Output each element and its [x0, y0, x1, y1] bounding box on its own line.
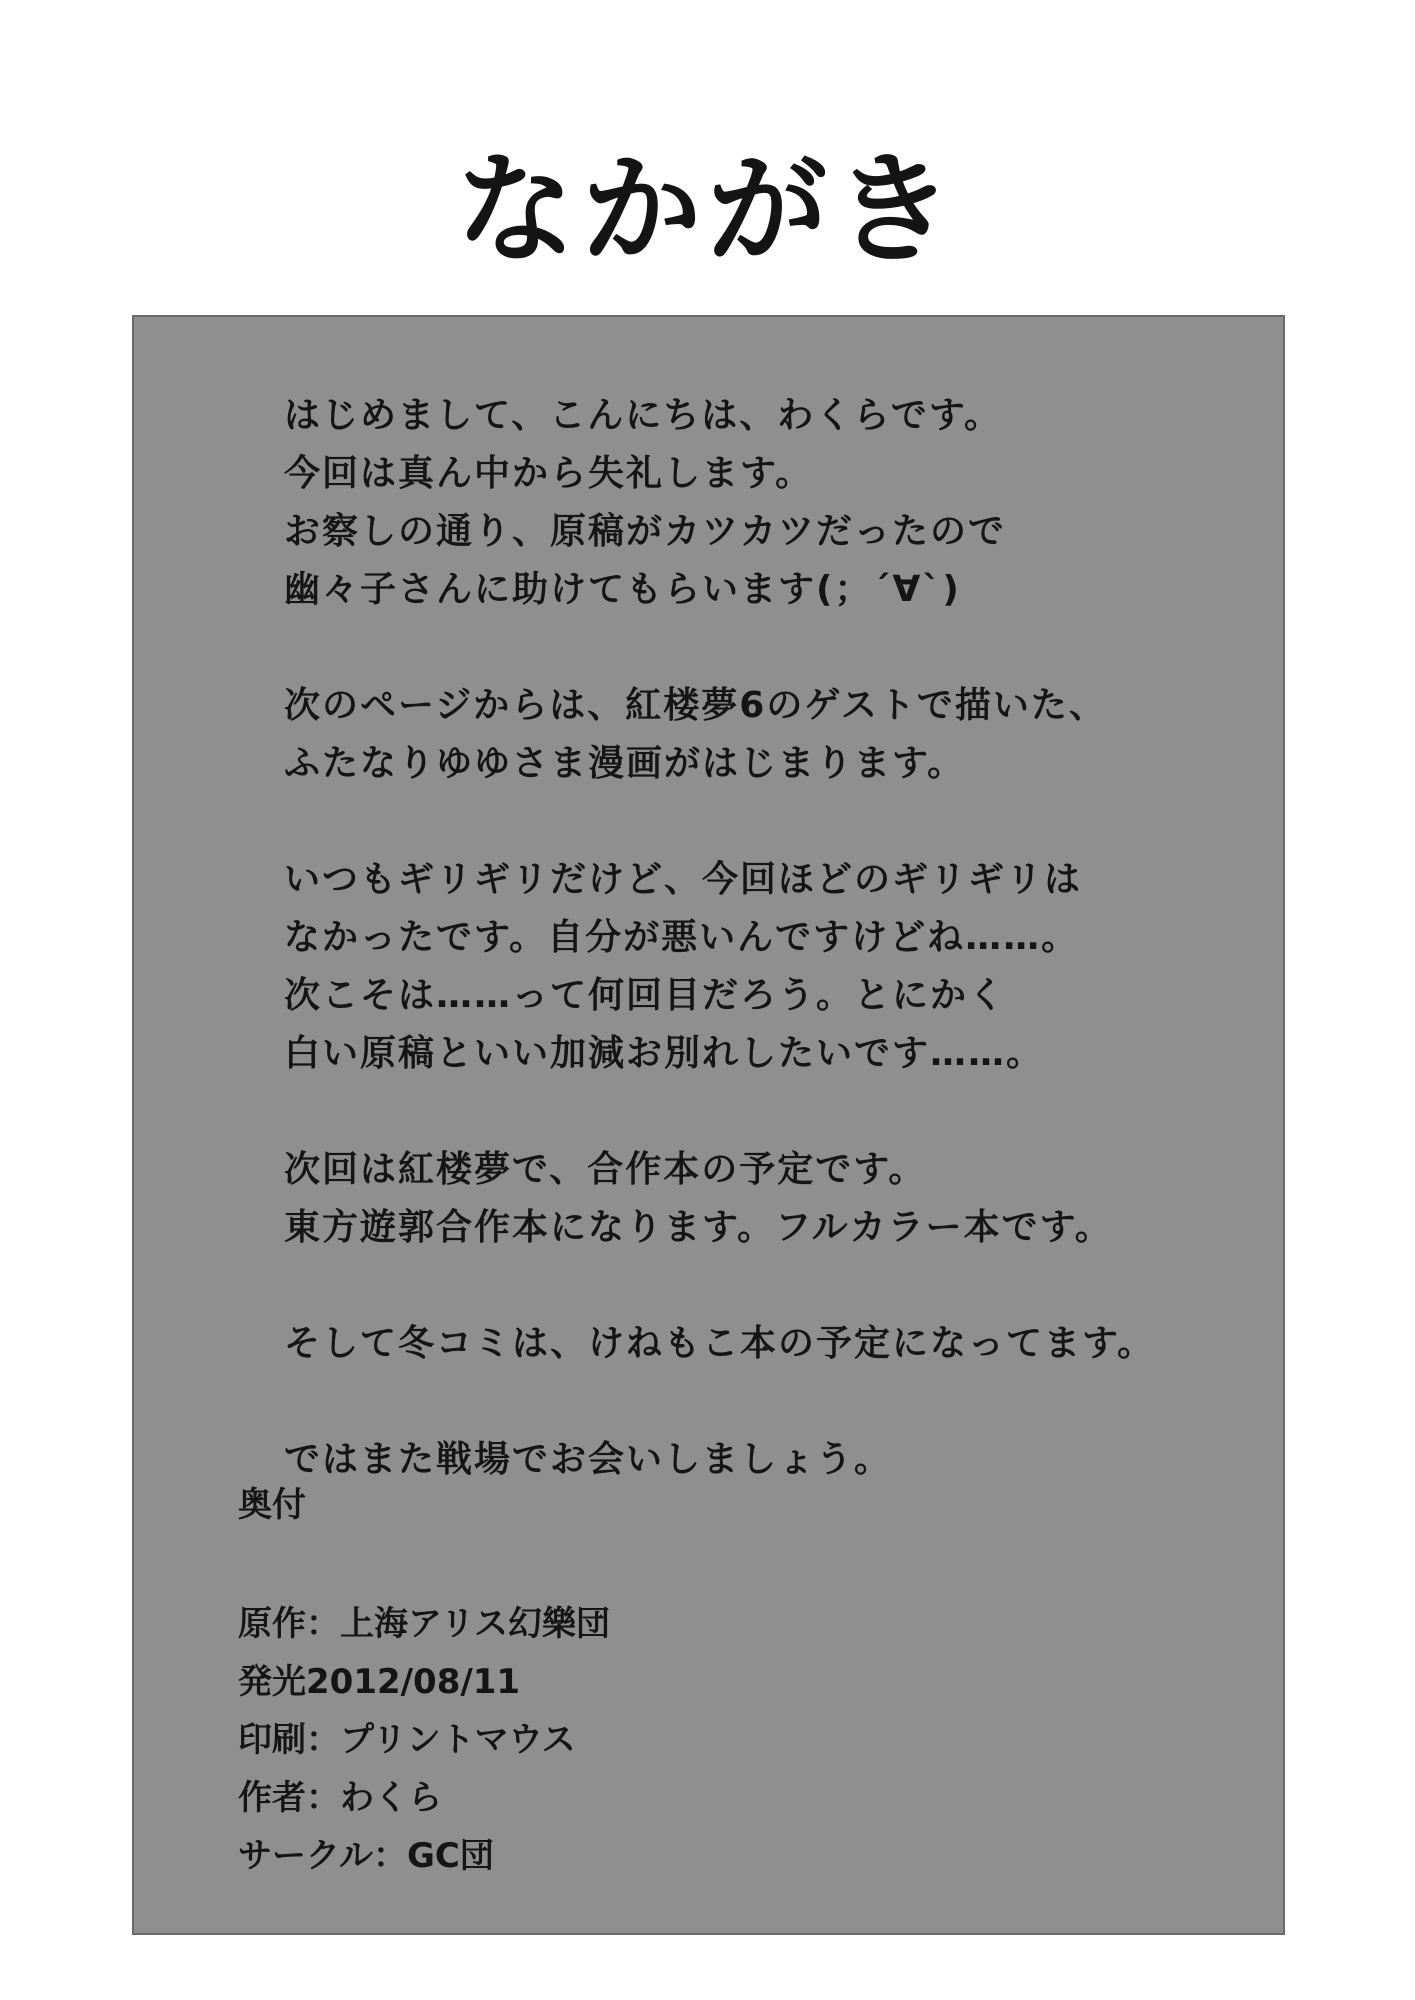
colophon-original-work: 原作：上海アリス幻樂団 — [238, 1604, 610, 1644]
text-line: 次のページからは、紅楼夢6のゲストで描いた、 — [284, 685, 1107, 726]
colophon-circle: サークル：GC団 — [238, 1836, 494, 1876]
text-line: なかったです。自分が悪いんですけどね……。 — [284, 917, 1080, 958]
text-line: はじめまして、こんにちは、わくらです。 — [284, 395, 1003, 436]
afterword-message — [284, 387, 1274, 1547]
text-line: 次回は紅楼夢で、合作本の予定です。 — [284, 1149, 927, 1190]
text-line: 幽々子さんに助けてもらいます(；´∀`) — [284, 569, 961, 610]
colophon-printer: 印刷：プリントマウス — [238, 1720, 576, 1760]
colophon-heading: 奥付 — [238, 1485, 306, 1525]
paragraph-next-event — [284, 1141, 1274, 1257]
page-title: なかがき — [455, 139, 960, 280]
paragraph-deadline — [284, 851, 1274, 1083]
paragraph-greeting — [284, 387, 1274, 619]
colophon — [238, 1477, 1138, 1885]
text-line: ではまた戦場でお会いしましょう。 — [284, 1439, 893, 1480]
text-line: ふたなりゆゆさま漫画がはじまります。 — [284, 743, 966, 784]
text-line: 今回は真ん中から失礼します。 — [284, 453, 814, 494]
text-line: いつもギリギリだけど、今回ほどのギリギリは — [284, 859, 1083, 900]
colophon-author: 作者：わくら — [238, 1778, 442, 1818]
paragraph-next-page — [284, 677, 1274, 793]
text-line: お察しの通り、原稿がカツカツだったので — [284, 511, 1007, 552]
paragraph-winter — [284, 1315, 1274, 1373]
text-line: 東方遊郭合作本になります。フルカラー本です。 — [284, 1207, 1113, 1248]
text-line: 白い原稿といい加減お別れしたいです……。 — [284, 1033, 1045, 1074]
colophon-publish-date: 発光2012/08/11 — [238, 1662, 521, 1702]
text-line: そして冬コミは、けねもこ本の予定になってます。 — [284, 1323, 1156, 1364]
text-line: 次こそは……って何回目だろう。とにかく — [284, 975, 1007, 1016]
afterword-panel — [132, 315, 1285, 1935]
